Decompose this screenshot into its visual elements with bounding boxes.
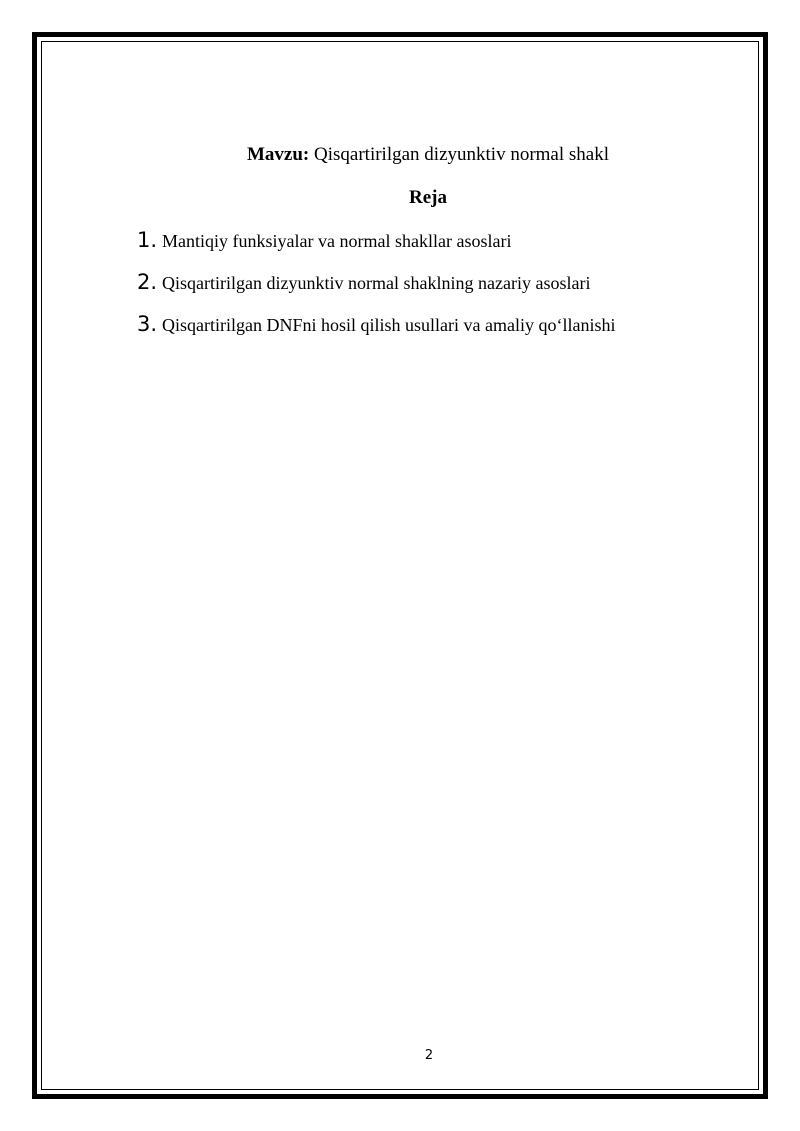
topic-title (0, 144, 800, 166)
plan-item-text: Mantiqiy funksiyalar va normal shakllar asoslari (162, 231, 512, 251)
plan-item-1 (137, 228, 616, 270)
plan-item-number: 3. (137, 312, 158, 336)
plan-item-number: 2. (137, 270, 158, 294)
topic-text: Qisqartirilgan dizyunktiv normal shakl (314, 144, 609, 165)
topic-label: Mavzu: (247, 144, 310, 165)
plan-item-3 (137, 312, 616, 354)
plan-item-2 (137, 270, 616, 312)
plan-item-text: Qisqartirilgan dizyunktiv normal shaklning nazariy asoslari (162, 273, 591, 293)
page-number: 2 (424, 1048, 434, 1063)
plan-item-text: Qisqartirilgan DNFni hosil qilish usullari va amaliy qo‘llanishi (162, 315, 616, 335)
plan-list (137, 228, 616, 354)
plan-heading: Reja (409, 187, 447, 208)
plan-item-number: 1. (137, 228, 158, 252)
